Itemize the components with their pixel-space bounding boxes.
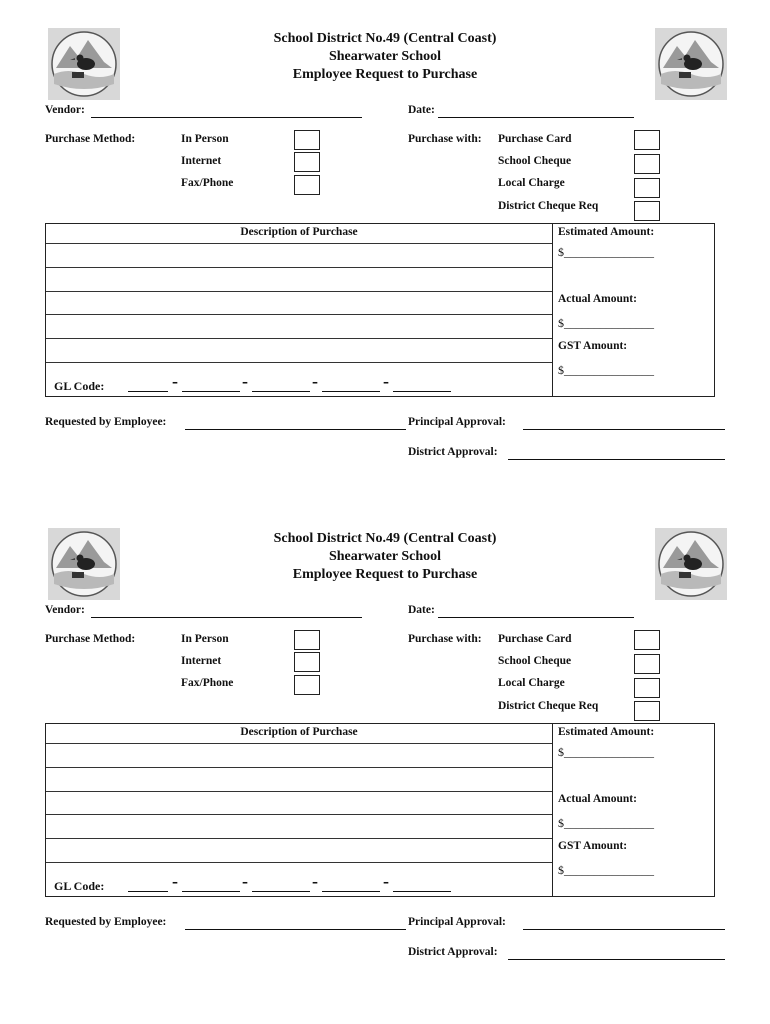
gl-code-separator: -	[383, 871, 389, 891]
description-row-2[interactable]	[46, 767, 552, 768]
method-in-person-label: In Person	[181, 633, 229, 645]
purchase-method-label: Purchase Method:	[45, 133, 136, 145]
gl-code-separator: -	[312, 871, 318, 891]
district-approval-label: District Approval:	[408, 446, 498, 458]
actual-amount-field[interactable]: $_______________	[558, 816, 654, 830]
vendor-field[interactable]	[91, 105, 362, 118]
vendor-field[interactable]	[91, 605, 362, 618]
gl-code-separator: -	[383, 371, 389, 391]
district-title: School District No.49 (Central Coast)	[273, 31, 497, 46]
estimated-amount-label: Estimated Amount:	[558, 226, 655, 238]
description-header: Description of Purchase	[240, 726, 358, 738]
school-name: Shearwater School	[328, 549, 442, 564]
vendor-label: Vendor:	[45, 604, 85, 616]
gl-code-separator: -	[242, 371, 248, 391]
actual-amount-field[interactable]: $_______________	[558, 316, 654, 330]
with-school-cheque-checkbox[interactable]	[634, 154, 660, 174]
with-school-cheque-checkbox[interactable]	[634, 654, 660, 674]
gst-amount-field[interactable]: $_______________	[558, 363, 654, 377]
principal-approval-field[interactable]	[523, 917, 725, 930]
purchase-with-label: Purchase with:	[408, 133, 482, 145]
method-internet-label: Internet	[181, 655, 222, 667]
method-fax-phone-checkbox[interactable]	[294, 675, 320, 695]
principal-approval-field[interactable]	[523, 417, 725, 430]
description-header: Description of Purchase	[240, 226, 358, 238]
gl-code-segment-1[interactable]	[128, 391, 168, 392]
gl-code-segment-3[interactable]	[252, 391, 310, 392]
gl-code-segment-2[interactable]	[182, 391, 240, 392]
with-district-cheque-req-checkbox[interactable]	[634, 701, 660, 721]
district-approval-label: District Approval:	[408, 946, 498, 958]
with-purchase-card-checkbox[interactable]	[634, 630, 660, 650]
method-in-person-label: In Person	[181, 133, 229, 145]
method-in-person-checkbox[interactable]	[294, 130, 320, 150]
method-internet-checkbox[interactable]	[294, 652, 320, 672]
form-title: Employee Request to Purchase	[292, 567, 478, 582]
gl-code-segment-4[interactable]	[322, 391, 380, 392]
gl-code-separator: -	[242, 871, 248, 891]
gl-code-separator: -	[172, 871, 178, 891]
actual-amount-label: Actual Amount:	[558, 293, 637, 305]
purchase-description-table	[45, 223, 715, 397]
description-row-5[interactable]	[46, 838, 552, 839]
with-district-cheque-req-checkbox[interactable]	[634, 201, 660, 221]
gl-code-label: GL Code:	[54, 879, 105, 893]
table-column-divider	[552, 724, 553, 896]
description-row-6	[46, 362, 552, 363]
gl-code-segment-2[interactable]	[182, 891, 240, 892]
method-fax-phone-label: Fax/Phone	[181, 177, 234, 189]
gl-code-segment-1[interactable]	[128, 891, 168, 892]
principal-approval-label: Principal Approval:	[408, 416, 506, 428]
gl-code-segment-3[interactable]	[252, 891, 310, 892]
gst-amount-label: GST Amount:	[558, 840, 628, 852]
purchase-request-form-1	[0, 0, 770, 470]
with-local-charge-checkbox[interactable]	[634, 178, 660, 198]
estimated-amount-field[interactable]: $_______________	[558, 745, 654, 759]
estimated-amount-field[interactable]: $_______________	[558, 245, 654, 259]
gl-code-label: GL Code:	[54, 379, 105, 393]
gl-code-segment-4[interactable]	[322, 891, 380, 892]
requested-by-label: Requested by Employee:	[45, 916, 167, 928]
description-row-5[interactable]	[46, 338, 552, 339]
date-label: Date:	[408, 104, 435, 116]
district-approval-field[interactable]	[508, 947, 725, 960]
description-row-3[interactable]	[46, 291, 552, 292]
description-row-3[interactable]	[46, 791, 552, 792]
description-row-6	[46, 862, 552, 863]
estimated-amount-label: Estimated Amount:	[558, 726, 655, 738]
school-name: Shearwater School	[328, 49, 442, 64]
date-field[interactable]	[438, 105, 634, 118]
date-field[interactable]	[438, 605, 634, 618]
vendor-label: Vendor:	[45, 104, 85, 116]
actual-amount-label: Actual Amount:	[558, 793, 637, 805]
method-internet-checkbox[interactable]	[294, 152, 320, 172]
gl-code-separator: -	[172, 371, 178, 391]
description-row-4[interactable]	[46, 814, 552, 815]
description-row-2[interactable]	[46, 267, 552, 268]
requested-by-label: Requested by Employee:	[45, 416, 167, 428]
with-local-charge-checkbox[interactable]	[634, 678, 660, 698]
method-internet-label: Internet	[181, 155, 222, 167]
purchase-with-label: Purchase with:	[408, 633, 482, 645]
with-school-cheque-label: School Cheque	[498, 155, 572, 167]
requested-by-field[interactable]	[185, 417, 406, 430]
gl-code-segment-5[interactable]	[393, 391, 451, 392]
purchase-method-label: Purchase Method:	[45, 633, 136, 645]
with-purchase-card-label: Purchase Card	[498, 133, 572, 145]
description-row-1[interactable]	[46, 243, 552, 244]
with-school-cheque-label: School Cheque	[498, 655, 572, 667]
date-label: Date:	[408, 604, 435, 616]
method-fax-phone-label: Fax/Phone	[181, 677, 234, 689]
gl-code-separator: -	[312, 371, 318, 391]
principal-approval-label: Principal Approval:	[408, 916, 506, 928]
gst-amount-field[interactable]: $_______________	[558, 863, 654, 877]
with-local-charge-label: Local Charge	[498, 177, 565, 189]
requested-by-field[interactable]	[185, 917, 406, 930]
with-district-cheque-req-label: District Cheque Req	[498, 200, 599, 212]
method-in-person-checkbox[interactable]	[294, 630, 320, 650]
with-purchase-card-checkbox[interactable]	[634, 130, 660, 150]
district-approval-field[interactable]	[508, 447, 725, 460]
method-fax-phone-checkbox[interactable]	[294, 175, 320, 195]
gst-amount-label: GST Amount:	[558, 340, 628, 352]
with-purchase-card-label: Purchase Card	[498, 633, 572, 645]
purchase-request-form-2	[0, 500, 770, 970]
with-local-charge-label: Local Charge	[498, 677, 565, 689]
with-district-cheque-req-label: District Cheque Req	[498, 700, 599, 712]
description-row-4[interactable]	[46, 314, 552, 315]
form-title: Employee Request to Purchase	[292, 67, 478, 82]
district-title: School District No.49 (Central Coast)	[273, 531, 497, 546]
table-column-divider	[552, 224, 553, 396]
description-row-1[interactable]	[46, 743, 552, 744]
purchase-description-table	[45, 723, 715, 897]
gl-code-segment-5[interactable]	[393, 891, 451, 892]
